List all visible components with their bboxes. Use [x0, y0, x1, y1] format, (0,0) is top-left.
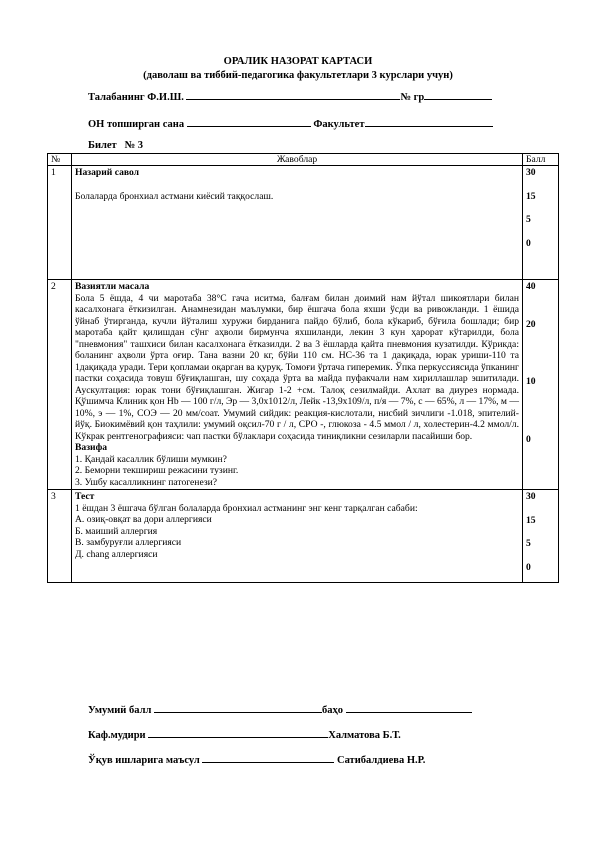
section-heading: Назарий савол [75, 167, 140, 178]
grade-field[interactable] [346, 702, 472, 713]
points-value: 5 [526, 538, 531, 549]
table-row [48, 490, 559, 583]
row-number: 3 [48, 490, 72, 583]
student-name-field[interactable] [186, 89, 400, 100]
test-option: Д. chang аллергияси [75, 548, 158, 560]
group-label: № гр [400, 92, 425, 103]
responsible-label: Ўқув ишларига маъсул [88, 755, 200, 766]
student-label: Талабанинг Ф.И.Ш. [88, 92, 184, 103]
student-line [88, 89, 492, 103]
document-title: ОРАЛИК НАЗОРАТ КАРТАСИ [223, 56, 373, 67]
row-content [72, 490, 523, 583]
responsible-signature-field[interactable] [202, 752, 334, 763]
head-line [88, 727, 401, 741]
ticket-line [88, 140, 143, 151]
points-value: 40 [526, 281, 536, 292]
row-number: 2 [48, 280, 72, 490]
total-field[interactable] [154, 702, 322, 713]
case-text: Бола 5 ёшда, 4 чи маротаба 38°С гача иситма, балғам билан доимий нам йўтал шикоятлари билан касалхонага ёткизилган. Анамнезидан маълумки, бир ёшгача бола яхши ўсди ва ривожланди. 1 ёшида ўйнаб ўтирганда, кучли йўталиш хуружи бирданига пайдо бўлиб, бола кўкариб, бўғила бошлади; бир маротаба қайт қилишдан сўнг аҳволи бирмунча яхшиланди, лекин 3 кун ҳарорат кўтарилди, бола "пневмония" ташхиси билан касалхонага ётказилди. 2 ва 3 ёшларда қайта пневмония кузатилди. Кўрикда: боланинг аҳволи ўрта оғир. Тана вазни 20 кг, бўйи 110 см. НС-36 та 1 дақиқада, юрак уриши-110 та 1дақиқада уради. Тери қопламаи оқарган ва қуруқ. Томоғи ўртача гиперемик. Ўпка перкуссиясида ўпканинг пастки соҳасида товуш бўғиқлашган, шу соҳада ўрта ва майда пуфакчали нам хириллашлар эшитилади. Аускултация: юрак тони бўғиқлашган. Жигар 1-2 +см. Талоқ сезилмайди. Ахлат ва диурез нормада. Қўшимча Клиник қон Нb — 100 г/л, Эр — 3,0х1012/л, Лейк -13,9х109/л, п/я — 7%, с — 65%, л — 17%, м — 10%, э — 1%, СОЭ — 20 мм/соат. Умумий сийдик: реакция-кислотали, нисбий зичлиги -1.018, эпителий-йўқ. Биокимёвий қон таҳлили: умумий оқсил-70 г / л, СРО -, глюкоза - 4.5 ммол / л, холестерин-4.2 ммол/л. Кўкрак рентгенографияси: чап пастки бўлаклари соҳасида тиниқликни сезиларли пасайиши бор. [75, 292, 519, 442]
table-row [48, 280, 559, 490]
ticket-number: № 3 [124, 140, 144, 151]
header-answers: Жавоблар [72, 154, 523, 166]
header-points: Балл [523, 154, 559, 166]
points-value: 0 [526, 433, 531, 445]
head-label: Каф.мудири [88, 730, 146, 741]
points-value: 15 [526, 190, 536, 202]
points-value: 15 [526, 514, 536, 526]
test-option: А. озиқ-овқат ва дори аллергияси [75, 514, 212, 525]
points-value: 5 [526, 214, 531, 225]
answers-table [47, 153, 559, 583]
responsible-name: Сатибалдиева Н.Р. [337, 755, 426, 766]
question-text: Болаларда бронхиал астмани киёсий таққослаш. [75, 190, 274, 202]
section-heading: Вазиятли масала [75, 281, 150, 292]
section-heading: Тест [75, 491, 95, 502]
test-question: 1 ёшдан 3 ёшгача бўлган болаларда бронхиал астманинг энг кенг тарқалган сабаби: [75, 502, 418, 514]
row-points [523, 166, 559, 280]
ticket-label: Билет [88, 140, 117, 151]
test-option: В. замбуруғли аллергияси [75, 537, 182, 548]
header-num: № [48, 154, 72, 166]
points-value: 30 [526, 491, 536, 502]
faculty-label: Факультет [313, 119, 365, 130]
row-points [523, 280, 559, 490]
date-label: ОН топширган сана [88, 119, 185, 130]
group-field[interactable] [424, 89, 492, 100]
points-value: 10 [526, 376, 536, 387]
row-points [523, 490, 559, 583]
head-name: Халматова Б.Т. [328, 730, 401, 741]
date-field[interactable] [187, 116, 311, 127]
points-value: 20 [526, 318, 536, 330]
head-signature-field[interactable] [148, 727, 328, 738]
task-item: 3. Ушбу касалликнинг патогенези? [75, 476, 218, 488]
task-item: 2. Беморни текшириш режасини тузинг. [75, 465, 239, 476]
task-item: 1. Қандай касаллик бўлиши мумкин? [75, 453, 227, 465]
row-content [72, 280, 523, 490]
document-subtitle: (даволаш ва тиббий-педагогика факультетлари 3 курслари учун) [143, 70, 453, 81]
points-value: 0 [526, 237, 531, 249]
total-label: Умумий балл [88, 705, 152, 716]
row-content [72, 166, 523, 280]
grade-label: баҳо [321, 705, 343, 716]
table-row [48, 166, 559, 280]
points-value: 30 [526, 167, 536, 178]
task-heading: Вазифа [75, 442, 108, 453]
test-option: Б. маиший аллергия [75, 525, 158, 537]
row-number: 1 [48, 166, 72, 280]
faculty-field[interactable] [365, 116, 493, 127]
table-header-row [48, 154, 559, 166]
responsible-line [88, 752, 425, 766]
date-line [88, 116, 493, 130]
total-line [88, 702, 472, 716]
points-value: 0 [526, 561, 531, 573]
